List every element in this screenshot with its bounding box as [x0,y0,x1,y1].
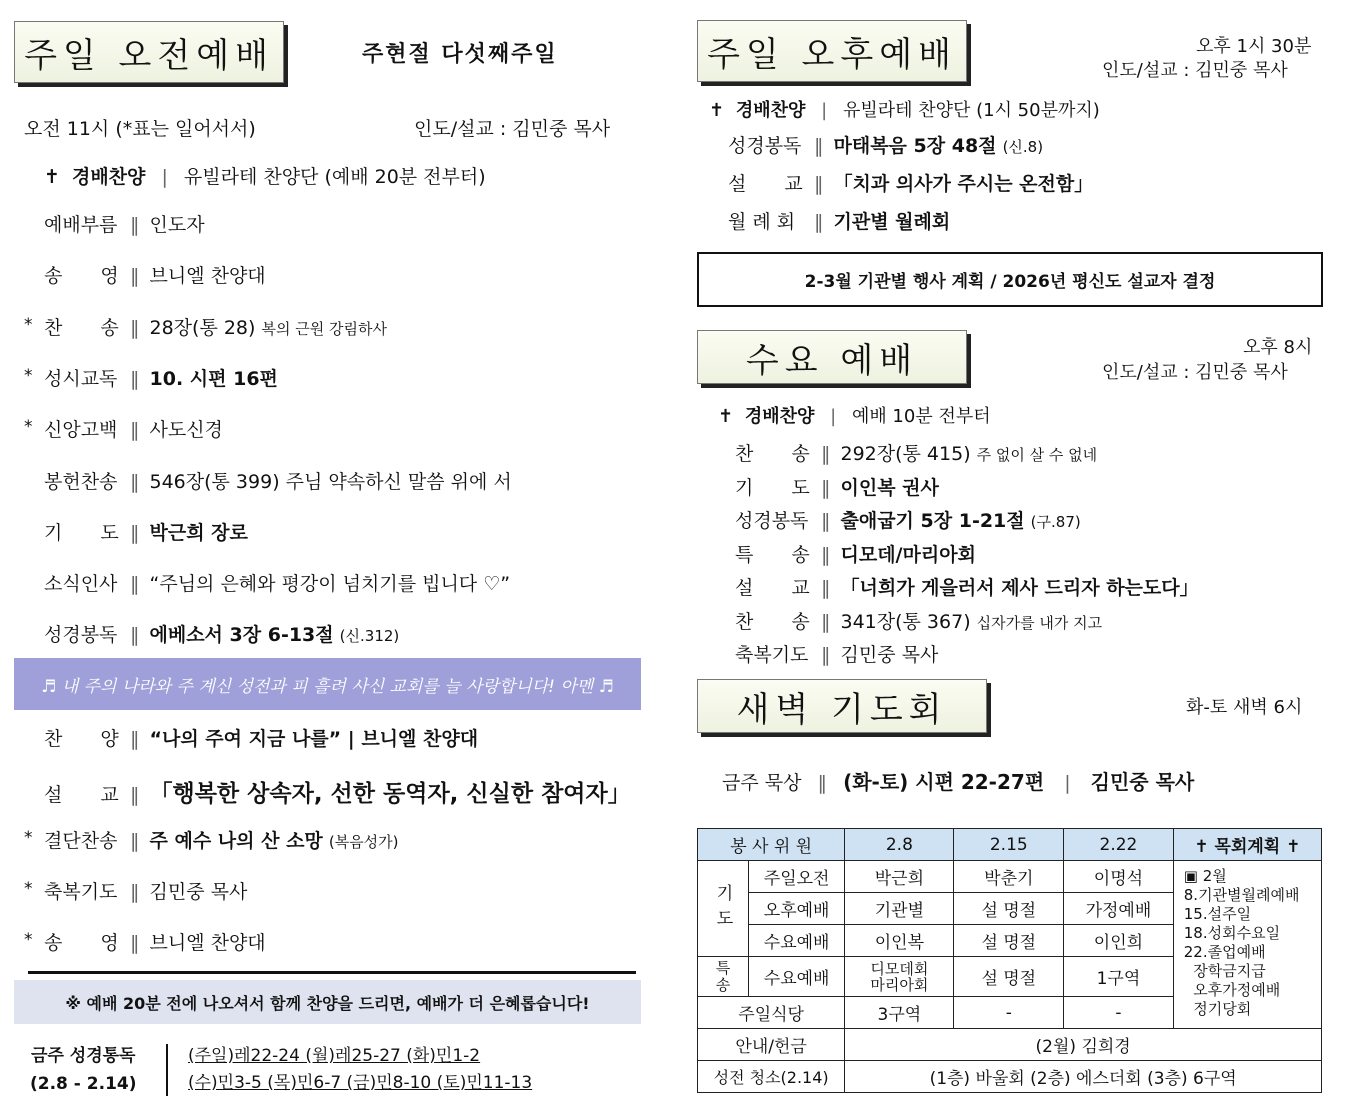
reading-dates: (2.8 - 2.14) [30,1074,137,1094]
reading-line-2: (수)민3-5 (목)민6-7 (금)민8-10 (토)민11-13 [188,1073,533,1093]
cell: 설 명절 [954,957,1064,997]
separator: ‖ [130,367,140,390]
dawn-text: (화-토) 시편 22-27편 [843,770,1045,794]
plan-item: 8.기관별월례예배 [1183,886,1300,904]
dawn-meditation [722,766,1194,795]
afternoon-opening [709,96,1100,122]
separator: ‖ [821,443,831,465]
separator: ‖ [130,573,140,596]
separator: | [1064,772,1071,794]
opening-text: 예배 10분 전부터 [851,406,991,427]
opening-text: 유빌라테 찬양단 (1시 50분까지) [842,100,1100,121]
cell: 설 명절 [954,893,1064,925]
wednesday-service-title: 수요 예배 [697,330,967,384]
afternoon-service-title: 주일 오후예배 [697,20,967,82]
order-item [24,928,266,955]
order-label: 설 교 [735,577,810,599]
order-label: 성경봉독 [735,510,809,532]
plan-item: 15.설주일 [1183,905,1252,923]
cell: 가정예배 [1064,893,1174,925]
morning-service-title: 주일 오전예배 [14,21,284,83]
cell: 1구역 [1064,957,1174,997]
order-text: 「치과 의사가 주시는 온전함」 [833,173,1094,195]
order-label: 축복기도 [44,881,118,903]
order-label: 특 송 [735,543,810,566]
separator: ‖ [130,624,140,647]
row-label: 주일오전 [749,861,845,893]
roster-header: 봉 사 위 원 [698,829,845,861]
cell: 디모데회 마리아회 [845,957,954,997]
order-item [735,573,1199,600]
row-label: 안내/헌금 [698,1029,845,1061]
service-roster-table [697,828,1322,1093]
dawn-speaker: 김민중 목사 [1090,770,1195,794]
order-item [735,473,939,500]
row-label: 오후예배 [749,893,845,925]
stand-marker: * [24,828,33,848]
hymn-banner [14,658,641,710]
prayer-group-label: 기도 [698,861,749,957]
separator: ‖ [821,610,831,633]
service-leader: 인도/설교 : 김민중 목사 [414,118,611,140]
order-item [44,724,478,751]
order-text: 마태복음 5장 48절 [833,135,997,157]
order-item [44,261,266,288]
separator: ‖ [130,830,140,852]
opening-label: 경배찬양 [735,100,806,121]
reading-schedule [188,1043,532,1097]
order-item [735,640,938,667]
wednesday-opening [718,402,991,428]
order-label: 기 도 [735,476,810,499]
plan-item: 장학금지급 [1183,962,1266,980]
cell: 3구역 [845,997,954,1029]
order-label: 찬 송 [735,443,810,465]
order-item [735,607,1102,634]
banner-text: ♬ 내 주의 나라와 주 계신 성전과 피 흘려 사신 교회를 늘 사랑합니다! 아멘 ♬ [41,676,614,697]
separator: ‖ [821,543,831,566]
separator: ‖ [814,173,824,195]
order-item [24,364,278,391]
special-song-group-label: 특송 [698,957,749,997]
cell: 이인복 [845,925,954,957]
order-text: 이인복 권사 [840,476,939,499]
cross-icon: ✝ [709,100,725,121]
cross-icon: ✝ [44,166,60,188]
wednesday-time: 오후 8시 [1243,337,1313,358]
cell: (1층) 바울회 (2층) 에스더회 (3층) 6구역 [845,1061,1322,1093]
order-label: 봉헌찬송 [44,470,118,493]
order-label: 성경봉독 [44,624,118,647]
cell: - [954,997,1064,1029]
separator: ‖ [130,214,140,236]
opening-label: 경배찬양 [71,166,146,188]
notice-box [14,980,641,1024]
order-text: 박근희 장로 [149,521,248,544]
order-label: 기 도 [44,521,119,544]
order-item [44,518,248,545]
order-item [735,439,1097,466]
order-text: 주 예수 나의 산 소망 [149,830,323,852]
order-text: 「행복한 상속자, 선한 동역자, 신실한 참여자」 [149,781,631,807]
order-text: 인도자 [149,214,205,236]
plan-item: ▣ 2월 [1183,867,1227,885]
separator: ‖ [130,470,140,493]
order-note: 복의 근원 강림하사 [261,319,387,338]
order-item [728,207,950,234]
date-header: 2.22 [1064,829,1174,861]
stand-marker: * [24,365,33,386]
order-text: 브니엘 찬양대 [149,265,266,288]
separator: ‖ [130,265,140,288]
cell: 설 명절 [954,925,1064,957]
dawn-prayer-title: 새벽 기도회 [697,679,987,733]
cell: 이명석 [1064,861,1174,893]
order-item [728,131,1043,158]
afternoon-notice: 2-3월 기관별 행사 계획 / 2026년 평신도 설교자 결정 [804,272,1216,292]
order-item [24,313,387,340]
order-item [735,506,1081,533]
order-item [728,169,1093,196]
praise-opening [44,162,486,189]
afternoon-time: 오후 1시 30분 [1196,36,1312,57]
order-label: 월 례 회 [728,211,796,233]
service-time: 오전 11시 (*표는 일어서서) [24,118,256,140]
cell: 기관별 [845,893,954,925]
separator: | [161,166,168,188]
separator: | [830,406,837,427]
order-text: 김민중 목사 [840,644,939,666]
dawn-label: 금주 묵상 [722,772,802,794]
cell: 박근희 [845,861,954,893]
plan-header: ✝ 목회계획 ✝ [1173,829,1321,861]
order-item [24,415,223,442]
order-label: 결단찬송 [44,830,118,852]
order-text: 디모데/마리아회 [840,543,976,566]
separator: ‖ [821,476,831,499]
order-text: “나의 주여 지금 나를” | 브니엘 찬양대 [149,728,479,750]
opening-text: 유빌라테 찬양단 (예배 20분 전부터) [183,166,486,188]
cell: - [1064,997,1174,1029]
order-text: 28장(통 28) [149,316,256,339]
reading-title: 금주 성경통독 [31,1046,136,1066]
dawn-time: 화-토 새벽 6시 [1186,697,1303,718]
row-label: 성전 청소(2.14) [698,1061,845,1093]
order-text: 에베소서 3장 6-13절 [149,624,334,647]
order-item [735,540,976,567]
order-text: 김민중 목사 [149,881,248,903]
order-text: 사도신경 [149,419,223,442]
opening-label: 경배찬양 [744,406,815,427]
separator: | [821,100,828,121]
separator: ‖ [130,521,140,544]
order-label: 찬 송 [44,316,119,339]
order-note: (신.8) [1002,138,1044,156]
separator: ‖ [817,772,828,794]
order-text: “주님의 은혜와 평강이 넘치기를 빕니다 ♡” [149,573,511,596]
order-label: 송 영 [44,932,119,954]
stand-marker: * [24,314,33,335]
order-label: 소식인사 [44,573,118,596]
separator: ‖ [814,211,824,233]
order-item [44,210,205,237]
cell: 이인희 [1064,925,1174,957]
order-text: 「너희가 게을러서 제사 드리자 하는도다」 [840,577,1199,599]
order-note: (구.87) [1030,513,1081,531]
order-label: 찬 송 [735,610,810,633]
order-note: (복음성가) [328,833,399,851]
separator: ‖ [130,728,140,750]
date-header: 2.8 [845,829,954,861]
order-text: 546장(통 399) 주님 약속하신 말씀 위에 서 [149,470,512,493]
stand-marker: * [24,417,33,438]
order-note: 주 없이 살 수 없네 [976,446,1098,464]
cell: (2월) 김희경 [845,1029,1322,1061]
plan-item: 오후가정예배 [1183,981,1281,999]
order-text: 출애굽기 5장 1-21절 [840,510,1025,532]
order-text: 10. 시편 16편 [149,367,278,390]
separator: ‖ [821,644,831,666]
order-text: 브니엘 찬양대 [149,932,266,954]
row-label: 주일식당 [698,997,845,1029]
order-note: (신.312) [339,627,400,646]
separator: ‖ [130,419,140,442]
order-label: 축복기도 [735,644,809,666]
separator: ‖ [821,577,831,599]
order-label: 예배부름 [44,214,118,236]
order-label: 설 교 [728,173,803,195]
order-item [44,620,399,647]
pastoral-plan [1173,861,1321,1029]
order-item [24,877,248,904]
cross-icon: ✝ [718,406,734,427]
order-note: 십자가를 내가 지고 [976,613,1103,632]
order-label: 설 교 [44,784,119,806]
order-item [44,467,512,494]
order-text: 292장(통 415) [840,443,971,465]
separator: ‖ [821,510,831,532]
liturgical-subtitle: 주현절 다섯째주일 [362,42,558,67]
order-label: 찬 양 [44,728,119,750]
order-item [24,826,399,853]
cell: 박춘기 [954,861,1064,893]
order-item [44,775,631,808]
order-item [44,569,510,596]
separator: ‖ [814,135,824,157]
order-label: 신앙고백 [44,419,118,442]
stand-marker: * [24,930,33,950]
stand-marker: * [24,879,33,899]
order-text: 341장(통 367) [840,610,971,633]
plan-item: 18.성회수요일 [1183,924,1281,942]
separator: ‖ [130,316,140,339]
reading-label [30,1042,137,1098]
order-label: 송 영 [44,265,119,288]
plan-item: 22.졸업예배 [1183,943,1266,961]
order-text: 기관별 월례회 [833,211,951,233]
order-label: 성시교독 [44,367,118,390]
separator: ‖ [130,784,140,806]
afternoon-leader: 인도/설교 : 김민중 목사 [1102,60,1288,81]
separator: ‖ [130,932,140,954]
reading-divider [166,1044,168,1096]
afternoon-notice-box [697,252,1323,307]
separator: ‖ [130,881,140,903]
notice-text: ※ 예배 20분 전에 나오셔서 함께 찬양을 드리면, 예배가 더 은혜롭습니다! [65,993,590,1013]
reading-line-1: (주일)레22-24 (월)레25-27 (화)민1-2 [188,1046,481,1066]
row-label: 수요예배 [749,925,845,957]
date-header: 2.15 [954,829,1064,861]
wednesday-leader: 인도/설교 : 김민중 목사 [1102,362,1288,383]
plan-item: 정기당회 [1183,1000,1252,1018]
order-label: 성경봉독 [728,135,802,157]
divider [28,971,636,974]
row-label: 수요예배 [749,957,845,997]
